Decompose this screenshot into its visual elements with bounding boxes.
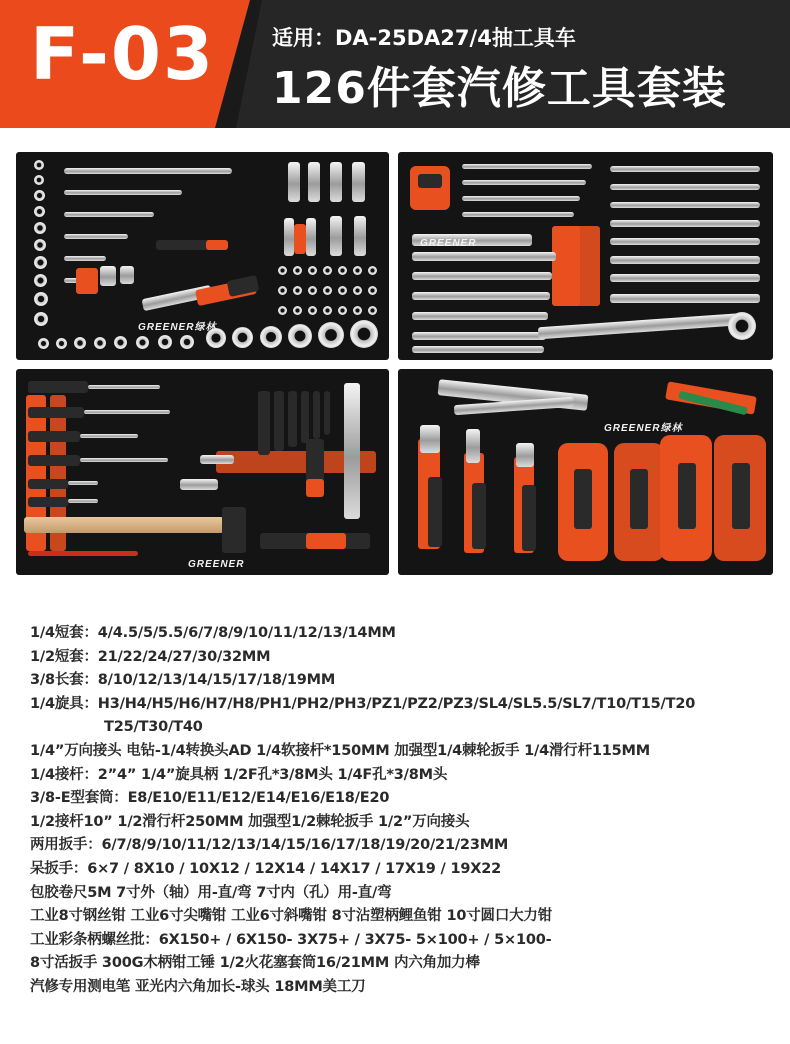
spec-line: 1/4旋具：H3/H4/H5/H6/H7/H8/PH1/PH2/PH3/PZ1/PZ2/PZ3/SL4/SL5.5/SL7/T10/T15/T20	[30, 695, 696, 712]
spec-line: 包胶卷尺5M 7寸外（轴）用-直/弯 7寸内（孔）用-直/弯	[30, 884, 392, 901]
spec-list	[30, 622, 770, 1000]
spec-line: 两用扳手：6/7/8/9/10/11/12/13/14/15/16/17/18/19/20/21/23MM	[30, 837, 509, 854]
spec-line: 工业8寸钢丝钳 工业6寸尖嘴钳 工业6寸斜嘴钳 8寸沾塑柄鲤鱼钳 10寸圆口大力钳	[30, 908, 553, 925]
screwdriver-tray-image	[16, 369, 389, 575]
pliers-tray-brand: GREENER绿林	[604, 423, 683, 434]
wrench-tray-brand: GREENER	[420, 238, 477, 249]
screwdriver-tray-brand: GREENER	[188, 559, 245, 570]
spec-line: 3/8长套：8/10/12/13/14/15/17/18/19MM	[30, 672, 336, 689]
header-banner	[0, 0, 790, 128]
wrench-tray-image	[398, 152, 773, 360]
pliers-tray-image	[398, 369, 773, 575]
spec-line: 1/4”万向接头 电钻-1/4转换头AD 1/4软接杆*150MM 加强型1/4棘轮扳手 1/4滑行杆115MM	[30, 742, 651, 759]
spec-line: 1/2接杆10” 1/2滑行杆250MM 加强型1/2棘轮扳手 1/2”万向接头	[30, 813, 470, 830]
spec-line: T25/T30/T40	[104, 719, 203, 736]
spec-line: 1/4接杆：2”4” 1/4”旋具柄 1/2F孔*3/8M头 1/4F孔*3/8M头	[30, 766, 448, 783]
model-code: F-03	[30, 12, 216, 96]
spec-line: 8寸活扳手 300G木柄钳工锤 1/2火花塞套筒16/21MM 内六角加力棒	[30, 955, 480, 972]
spec-line: 呆扳手：6×7 / 8X10 / 10X12 / 12X14 / 14X17 / 17X19 / 19X22	[30, 860, 502, 877]
sockets-tray-brand: GREENER绿林	[138, 322, 217, 333]
spec-line: 汽修专用测电笔 亚光内六角加长-球头 18MM美工刀	[30, 978, 366, 995]
spec-line: 3/8-E型套筒：E8/E10/E11/E12/E14/E16/E18/E20	[30, 790, 390, 807]
spec-line: 1/4短套：4/4.5/5/5.5/6/7/8/9/10/11/12/13/14MM	[30, 625, 396, 641]
header-subtitle: 适用：DA-25DA27/4抽工具车	[272, 26, 576, 50]
header-title: 126件套汽修工具套装	[272, 63, 727, 114]
spec-line: 1/2短套：21/22/24/27/30/32MM	[30, 648, 271, 665]
sockets-tray-image	[16, 152, 389, 360]
spec-line: 工业彩条柄螺丝批：6X150+ / 6X150- 3X75+ / 3X75- 5×100+ / 5×100-	[30, 931, 552, 948]
